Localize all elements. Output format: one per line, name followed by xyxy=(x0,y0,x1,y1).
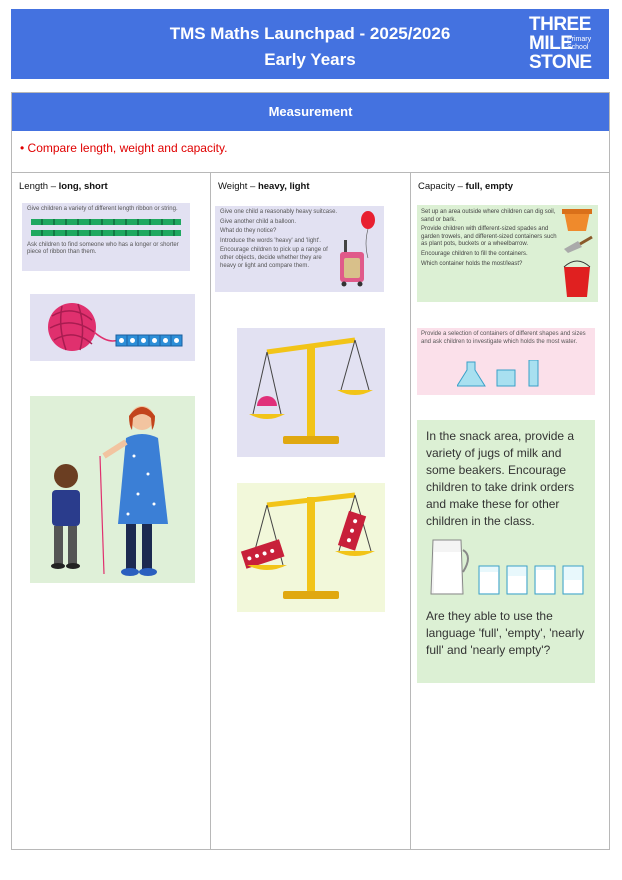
child-figure xyxy=(51,464,80,569)
logo-word-three: THREE xyxy=(529,14,591,35)
balance-scale-image-2 xyxy=(237,483,385,612)
ribbon-question: Ask children to find someone who has a longer or shorter piece of ribbon than them. xyxy=(27,241,179,256)
containers-instruction: Provide a selection of containers of different shapes and sizes and ask children to investigate which holds the most water. xyxy=(421,331,586,345)
ribbon-activity-card xyxy=(22,203,190,271)
capacity-line-4: Which container holds the most/least? xyxy=(421,260,523,267)
length-column xyxy=(12,173,211,850)
beaker-icon xyxy=(457,362,485,386)
beaker-icon xyxy=(563,566,583,594)
ribbon-long-image xyxy=(31,219,181,225)
school-logo xyxy=(529,15,601,75)
beaker-icon xyxy=(529,360,538,386)
containers-activity-card xyxy=(417,328,595,395)
learning-objective: • Compare length, weight and capacity. xyxy=(20,141,228,155)
section-title: Measurement xyxy=(12,93,609,131)
yarn-ball-icon xyxy=(48,303,118,351)
snack-question: Are they able to use the language 'full', 'empty', 'nearly full' and 'nearly empty'? xyxy=(426,609,585,657)
balance-scale-icon xyxy=(237,328,385,457)
measurement-table xyxy=(11,92,610,850)
beaker-icon xyxy=(507,566,527,594)
length-heading: Length – long, short xyxy=(19,181,108,192)
ribbon-instruction: Give children a variety of different length ribbon or string. xyxy=(27,206,178,212)
capacity-column xyxy=(411,173,609,850)
capacity-line-3: Encourage children to fill the containers. xyxy=(421,250,528,257)
header-banner xyxy=(11,9,609,79)
snack-area-activity-card xyxy=(417,420,595,683)
suitcase-activity-card xyxy=(215,206,384,292)
logo-word-mile: MILE xyxy=(529,33,573,54)
plant-pot-icon xyxy=(562,209,592,231)
weight-line-3: What do they notice? xyxy=(220,228,277,235)
capacity-heading: Capacity – full, empty xyxy=(418,181,514,192)
logo-word-stone: STONE xyxy=(529,52,592,73)
page-subtitle: Early Years xyxy=(264,50,356,69)
capacity-line-1: Set up an area outside where children can dig soil, sand or bark. xyxy=(421,209,556,223)
weight-heading: Weight – heavy, light xyxy=(218,181,310,192)
capacity-line-2: Provide children with different-sized spades and garden trowels, and different-sized containers such as plant pots, buckets or a wheelbarrow. xyxy=(421,226,557,248)
snack-instruction: In the snack area, provide a variety of jugs of milk and some beakers. Encourage children to take drink orders and make these for other children in the class. xyxy=(426,429,575,528)
balloon-icon xyxy=(361,211,375,258)
weight-line-5: Encourage children to pick up a range of other objects, decide whether they are heavy or light and compare them. xyxy=(220,247,328,269)
logo-word-primary: Primary xyxy=(567,36,592,43)
objective-row xyxy=(12,131,609,173)
bucket-icon xyxy=(564,261,590,297)
logo-word-school: School xyxy=(567,44,589,51)
teacher-child-measuring-image xyxy=(30,396,195,583)
beaker-icon xyxy=(497,370,515,386)
page-title: TMS Maths Launchpad - 2025/2026 xyxy=(169,24,451,43)
trowel-icon xyxy=(564,237,592,253)
beaker-icon xyxy=(479,566,499,594)
balance-scale-icon xyxy=(237,483,385,612)
milk-jug-icon xyxy=(431,540,468,594)
weight-line-4: Introduce the words 'heavy' and 'light'. xyxy=(220,237,321,244)
yarn-cubes-image xyxy=(30,294,195,361)
weight-column xyxy=(211,173,411,850)
cubes-icon xyxy=(116,335,182,346)
suitcase-icon xyxy=(340,240,364,287)
weight-line-1: Give one child a reasonably heavy suitcase. xyxy=(220,209,338,215)
teacher-figure xyxy=(104,406,168,576)
digging-activity-card xyxy=(417,205,598,302)
ribbon-short-image xyxy=(31,230,181,236)
weight-line-2: Give another child a balloon. xyxy=(220,218,297,225)
balance-scale-image-1 xyxy=(237,328,385,457)
beaker-icon xyxy=(535,566,555,594)
